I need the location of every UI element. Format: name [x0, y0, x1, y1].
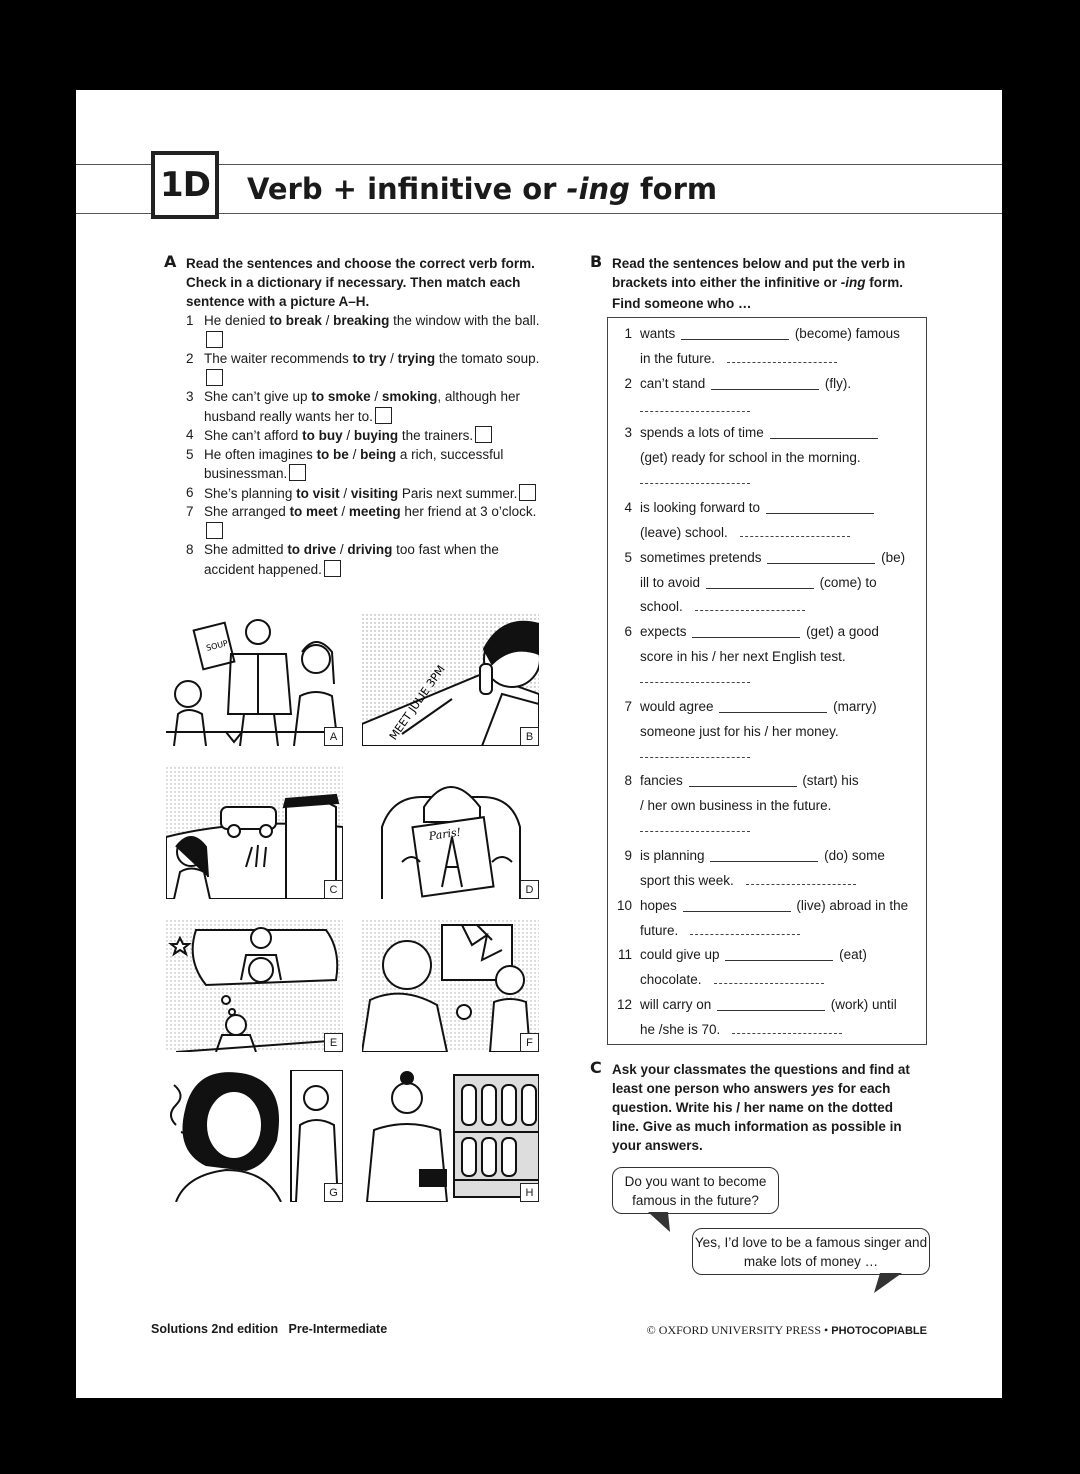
car-accident-illustration	[166, 767, 343, 899]
answer-box[interactable]	[206, 331, 223, 348]
list-item: 5 He often imagines to be / being a rich, successful businessman.	[186, 446, 504, 481]
picture-label: B	[520, 727, 539, 746]
picture-label: A	[324, 727, 343, 746]
waiter-illustration	[166, 614, 343, 746]
name-dotted-line[interactable]	[640, 831, 750, 832]
name-dotted-line[interactable]	[695, 598, 805, 611]
section-a-letter: A	[164, 252, 177, 271]
picture-g	[166, 1070, 343, 1202]
name-dotted-line[interactable]	[640, 483, 750, 484]
name-dotted-line[interactable]	[640, 757, 750, 758]
daydream-car-illustration	[166, 920, 343, 1052]
answer-blank[interactable]	[717, 996, 825, 1011]
picture-label: D	[520, 880, 539, 899]
picture-f	[362, 920, 539, 1052]
answer-blank[interactable]	[689, 772, 797, 787]
phone-note-illustration	[362, 614, 539, 746]
name-dotted-line[interactable]	[714, 971, 824, 984]
picture-d	[362, 767, 539, 899]
answer-blank[interactable]	[719, 698, 827, 713]
answer-blank[interactable]	[706, 574, 814, 589]
answer-box[interactable]	[519, 484, 536, 501]
name-dotted-line[interactable]	[727, 350, 837, 363]
list-item: 3 She can’t give up to smoke / smoking, although her husband really wants her to.	[186, 389, 520, 424]
bubble-tail-answer	[874, 1273, 904, 1295]
footer-book-title: Solutions 2nd edition Pre-Intermediate	[151, 1322, 388, 1336]
section-b-subline: Find someone who …	[612, 296, 752, 311]
section-a-instruction: Read the sentences and choose the correct verb form. Check in a dictionary if necessary. Then match each sentence with a picture A–H.	[186, 256, 535, 309]
name-dotted-line[interactable]	[640, 682, 750, 683]
answer-box[interactable]	[324, 560, 341, 577]
answer-box[interactable]	[475, 426, 492, 443]
broken-window-illustration	[362, 920, 539, 1052]
picture-c	[166, 767, 343, 899]
speech-bubble-answer: Yes, I’d love to be a famous singer and make lots of money …	[692, 1228, 930, 1275]
section-b-box: 1 wants (become) famous in the future. 2 can’t stand (fly). 3 spends a lots of time (get) ready for school in the morning. 4 is looking forward to (leave) school. 5 sometimes pretends (be) ill to avoid (come) to school. 6 expects (get) a good score in his / her next English test. 7 would agree (marry) someone just for his / her money. 8 fancies (start) his / her own business in the future. 9 is planning (do) some sport this week. 10 hopes (live) abroad in the future. 11 could give up (eat) chocolate. 12 will carry on (work) until he /she is 70.	[607, 317, 927, 1045]
list-item: 1 He denied to break / breaking the window with the ball.	[166, 312, 546, 350]
bubble-tail-question	[648, 1212, 678, 1234]
picture-h	[362, 1070, 539, 1202]
footer-copyright: © OXFORD UNIVERSITY PRESS • PHOTOCOPIABLE	[646, 1323, 927, 1337]
picture-label: H	[520, 1183, 539, 1202]
section-c-letter: C	[590, 1058, 602, 1077]
answer-blank[interactable]	[692, 623, 800, 638]
list-item: 2 The waiter recommends to try / trying the tomato soup.	[166, 350, 546, 388]
list-item: 4 She can’t afford to buy / buying the trainers.	[166, 426, 546, 446]
answer-box[interactable]	[289, 464, 306, 481]
answer-box[interactable]	[375, 407, 392, 424]
picture-label: C	[324, 880, 343, 899]
unit-badge: 1D	[151, 151, 219, 219]
name-dotted-line[interactable]	[746, 872, 856, 885]
answer-blank[interactable]	[770, 424, 878, 439]
section-c-instruction: Ask your classmates the questions and find at least one person who answers yes for each question. Write his / her name on the dotted line. Give as much information as possible in your answers.	[612, 1062, 910, 1153]
name-dotted-line[interactable]	[732, 1021, 842, 1034]
section-b-instruction: Read the sentences below and put the verb in brackets into either the infinitive or -ing form.	[612, 256, 906, 290]
worksheet-page	[76, 90, 1002, 1398]
answer-box[interactable]	[206, 522, 223, 539]
list-item: 7 She arranged to meet / meeting her friend at 3 o’clock.	[166, 503, 546, 541]
soup-sign-text: SOUP	[205, 638, 229, 653]
list-item: 6 She’s planning to visit / visiting Paris next summer.	[166, 484, 546, 504]
page-title: Verb + infinitive or -ing form	[247, 172, 718, 206]
answer-box[interactable]	[206, 369, 223, 386]
smoking-illustration	[166, 1070, 343, 1202]
speech-bubble-question: Do you want to become famous in the future?	[612, 1167, 779, 1214]
paris-text: Paris!	[428, 825, 462, 843]
answer-blank[interactable]	[681, 325, 789, 340]
picture-a	[166, 614, 343, 746]
picture-e	[166, 920, 343, 1052]
picture-label: F	[520, 1033, 539, 1052]
answer-blank[interactable]	[725, 946, 833, 961]
picture-label: E	[324, 1033, 343, 1052]
answer-blank[interactable]	[766, 499, 874, 514]
answer-blank[interactable]	[711, 375, 819, 390]
answer-blank[interactable]	[710, 847, 818, 862]
note-text: MEET JULIE 3PM	[386, 663, 448, 743]
picture-label: G	[324, 1183, 343, 1202]
section-a-list	[166, 312, 546, 579]
trainers-shop-illustration	[362, 1070, 539, 1202]
name-dotted-line[interactable]	[690, 922, 800, 935]
answer-blank[interactable]	[767, 549, 875, 564]
paris-magazine-illustration	[362, 767, 539, 899]
name-dotted-line[interactable]	[740, 524, 850, 537]
name-dotted-line[interactable]	[640, 411, 750, 412]
picture-b	[362, 614, 539, 746]
answer-blank[interactable]	[683, 897, 791, 912]
section-b-letter: B	[590, 252, 603, 271]
list-item: 8 She admitted to drive / driving too fast when the accident happened.	[186, 542, 499, 577]
